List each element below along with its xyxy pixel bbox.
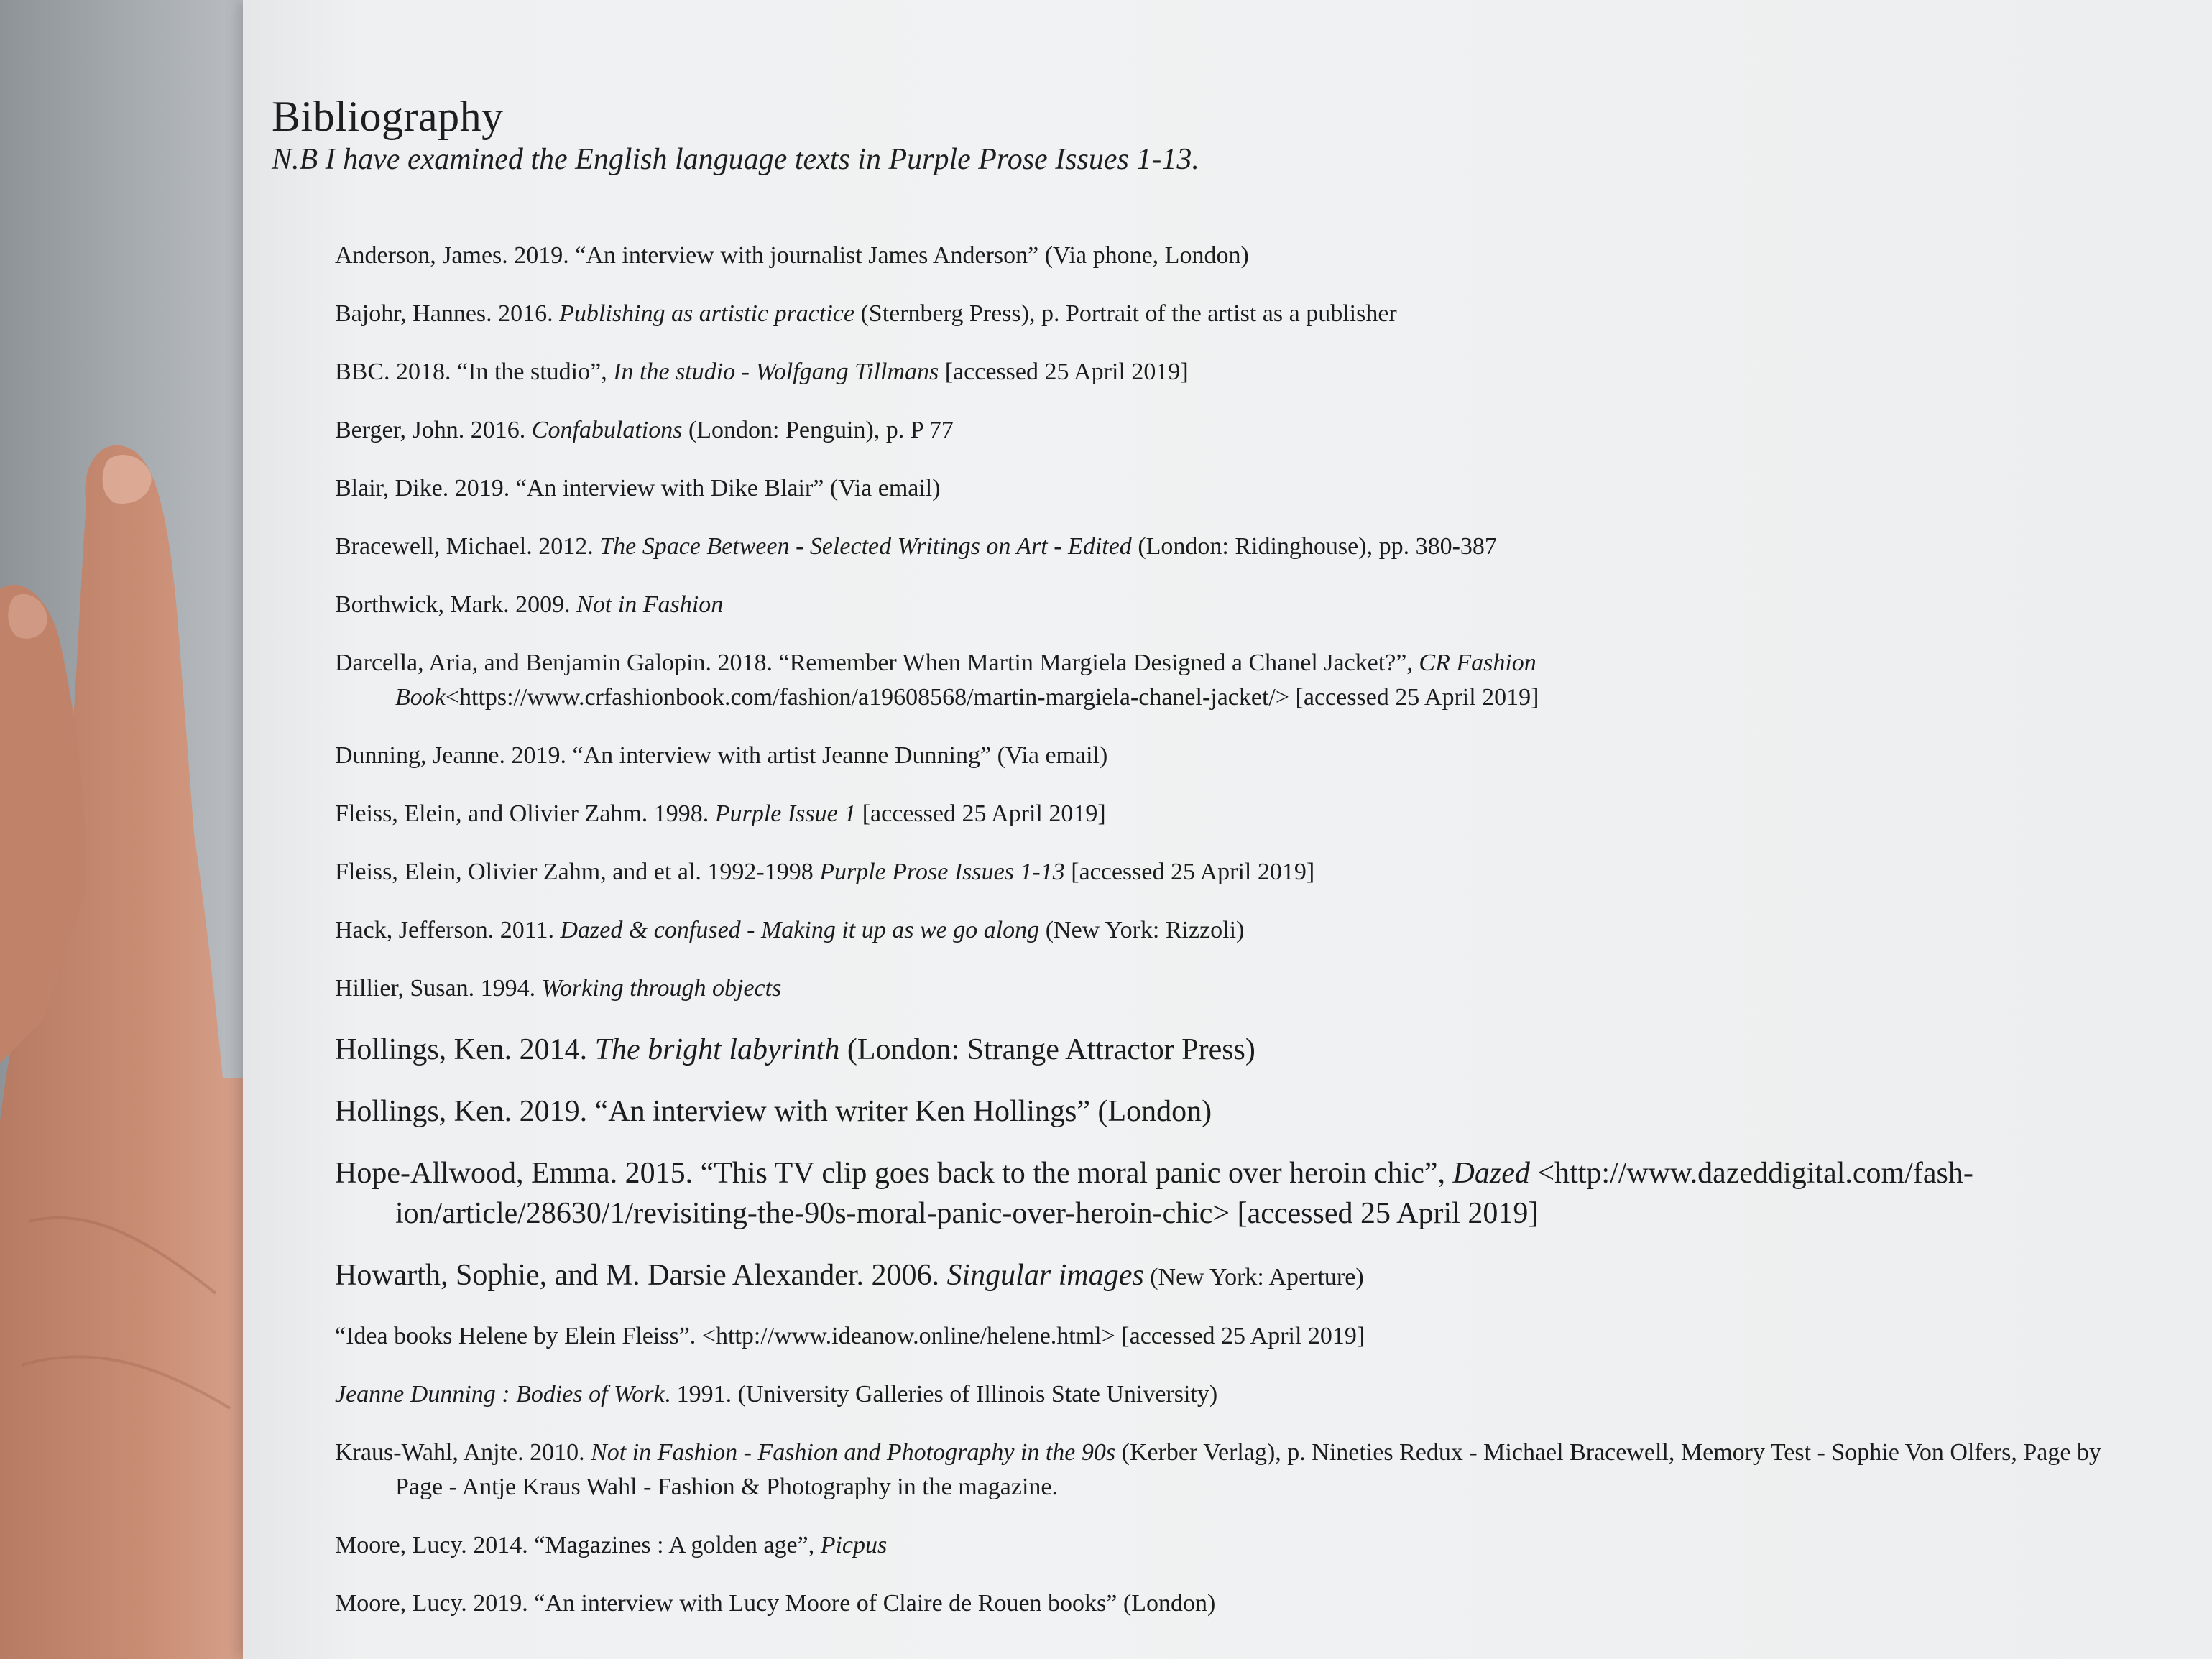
bibliography-entry: Darcella, Aria, and Benjamin Galopin. 2018. “Remember When Martin Margiela Designed a Chanel Jacket?”, CR Fashion Book<https://www.crfashionbook.com/fashion/a19608568/martin-margiela-chanel-jacket/> [accessed 25 April 2019] bbox=[335, 650, 1539, 711]
bibliography-entry: Dunning, Jeanne. 2019. “An interview with artist Jeanne Dunning” (Via email) bbox=[335, 742, 1108, 769]
page-note: N.B I have examined the English language texts in Purple Prose Issues 1-13. bbox=[272, 143, 1199, 176]
bibliography-entry: Moore, Lucy. 2019. “An interview with Lucy Moore of Claire de Rouen books” (London) bbox=[335, 1590, 1216, 1617]
bibliography-entry: Fleiss, Elein, and Olivier Zahm. 1998. Purple Issue 1 [accessed 25 April 2019] bbox=[335, 800, 1106, 827]
bibliography-entry: Hillier, Susan. 1994. Working through objects bbox=[335, 975, 782, 1002]
bibliography-list bbox=[335, 239, 2117, 1645]
bibliography-entry: Bajohr, Hannes. 2016. Publishing as artistic practice (Sternberg Press), p. Portrait of the artist as a publisher bbox=[335, 300, 1397, 327]
bibliography-entry: Anderson, James. 2019. “An interview with journalist James Anderson” (Via phone, London) bbox=[335, 242, 1249, 269]
page-title: Bibliography bbox=[272, 93, 504, 140]
bibliography-entry: Howarth, Sophie, and M. Darsie Alexander. 2006. Singular images (New York: Aperture) bbox=[335, 1259, 1364, 1292]
bibliography-entry: Blair, Dike. 2019. “An interview with Dike Blair” (Via email) bbox=[335, 475, 941, 502]
bibliography-entry: BBC. 2018. “In the studio”, In the studio - Wolfgang Tillmans [accessed 25 April 2019] bbox=[335, 359, 1189, 385]
bibliography-entry: Jeanne Dunning : Bodies of Work. 1991. (University Galleries of Illinois State University) bbox=[335, 1381, 1218, 1408]
bibliography-entry: Hollings, Ken. 2019. “An interview with writer Ken Hollings” (London) bbox=[335, 1095, 1212, 1128]
bibliography-entry: Kraus-Wahl, Anjte. 2010. Not in Fashion - Fashion and Photography in the 90s (Kerber Verlag), p. Nineties Redux - Michael Bracewell, Memory Test - Sophie Von Olfers, Page by Page - Antje Kraus Wahl - Fashion & Photography in the magazine. bbox=[335, 1439, 2101, 1500]
bibliography-entry: Moore, Lucy. 2014. “Magazines : A golden age”, Picpus bbox=[335, 1532, 888, 1558]
bibliography-entry: Bracewell, Michael. 2012. The Space Between - Selected Writings on Art - Edited (London: Ridinghouse), pp. 380-387 bbox=[335, 533, 1497, 560]
bibliography-entry: Berger, John. 2016. Confabulations (London: Penguin), p. P 77 bbox=[335, 417, 954, 443]
bibliography-entry: “Idea books Helene by Elein Fleiss”. <http://www.ideanow.online/helene.html> [accessed 25 April 2019] bbox=[335, 1323, 1365, 1349]
bibliography-entry: Hope-Allwood, Emma. 2015. “This TV clip goes back to the moral panic over heroin chic”, Dazed <http://www.dazeddigital.com/fash-ion/article/28630/1/revisiting-the-90s-moral-panic-over-heroin-chic> [accessed 25 April 2019] bbox=[335, 1157, 1973, 1230]
bibliography-entry: Hack, Jefferson. 2011. Dazed & confused - Making it up as we go along (New York: Rizzoli) bbox=[335, 917, 1245, 943]
bibliography-entry: Borthwick, Mark. 2009. Not in Fashion bbox=[335, 591, 724, 618]
hand-image bbox=[0, 0, 244, 1659]
bibliography-entry: Fleiss, Elein, Olivier Zahm, and et al. 1992-1998 Purple Prose Issues 1-13 [accessed 25 April 2019] bbox=[335, 859, 1315, 885]
bibliography-entry: Hollings, Ken. 2014. The bright labyrinth (London: Strange Attractor Press) bbox=[335, 1033, 1255, 1066]
